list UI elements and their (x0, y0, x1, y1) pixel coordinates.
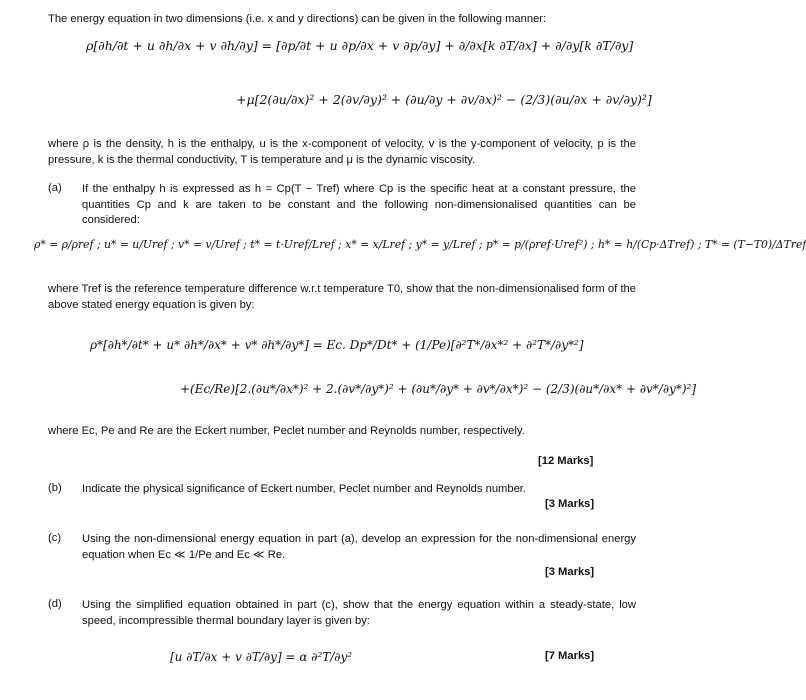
nondimensional-quantities: ρ* = ρ/ρref ; u* = u/Uref ; v* = v/Uref ; t* = t·Uref/Lref ; x* = x/Lref ; y* = y/Lref ; p* = p/(ρref·Uref²) ; h* = h/(Cp·ΔTref) ; T* = (T−T0)/ΔTref (34, 238, 806, 251)
part-b-label: (b) (48, 482, 62, 494)
part-a-reference-text: where Tref is the reference temperature difference w.r.t temperature T0, show that the non-dimensionalised form of the above stated energy equation is given by: (48, 283, 636, 311)
part-a-numbers-text: where Ec, Pe and Re are the Eckert number, Peclet number and Reynolds number, respectively. (48, 425, 525, 437)
part-a-text: If the enthalpy h is expressed as h = Cp(T − Tref) where Cp is the specific heat at a constant pressure, the quantities Cp and k are taken to be constant and the following non-dimensionalised quantities can be considered: (82, 183, 636, 226)
part-a-marks: [12 Marks] (538, 455, 594, 467)
energy-equation-line-2: +μ[2(∂u/∂x)² + 2(∂v/∂y)² + (∂u/∂y + ∂v/∂x)² − (2/3)(∂u/∂x + ∂v/∂y)²] (236, 92, 652, 107)
part-d-label: (d) (48, 598, 62, 610)
part-a-label: (a) (48, 182, 62, 194)
part-b-text: Indicate the physical significance of Eckert number, Peclet number and Reynolds number. (82, 483, 527, 495)
part-b-marks: [3 Marks] (545, 498, 595, 510)
part-c-marks: [3 Marks] (545, 566, 595, 578)
boundary-layer-equation: [u ∂T/∂x + v ∂T/∂y] = α ∂²T/∂y² (170, 650, 353, 664)
part-c-label: (c) (48, 532, 62, 544)
part-c-text: Using the non-dimensional energy equation in part (a), develop an expression for the non-dimensional energy equation when Ec ≪ 1/Pe and Ec ≪ Re. (82, 533, 636, 561)
intro-text: The energy equation in two dimensions (i.e. x and y directions) can be given in the following manner: (48, 13, 547, 25)
nondimensional-equation-line-1: ρ*[∂h*/∂t* + u* ∂h*/∂x* + v* ∂h*/∂y*] = Ec. Dp*/Dt* + (1/Pe)[∂²T*/∂x*² + ∂²T*/∂y*²] (90, 338, 584, 352)
variable-definitions: where ρ is the density, h is the enthalpy, u is the x-component of velocity, v is the y-component of velocity, p is the pressure, k is the thermal conductivity, T is temperature and μ is the dynamic viscosity. (48, 138, 636, 166)
nondimensional-equation-line-2: +(Ec/Re)[2.(∂u*/∂x*)² + 2.(∂v*/∂y*)² + (∂u*/∂y* + ∂v*/∂x*)² − (2/3)(∂u*/∂x* + ∂v*/∂y*)²] (180, 382, 697, 396)
part-d-marks: [7 Marks] (545, 650, 595, 662)
part-d-text: Using the simplified equation obtained in part (c), show that the energy equation within a steady-state, low speed, incompressible thermal boundary layer is given by: (82, 599, 636, 627)
energy-equation-line-1: ρ[∂h/∂t + u ∂h/∂x + v ∂h/∂y] = [∂p/∂t + u ∂p/∂x + v ∂p/∂y] + ∂/∂x[k ∂T/∂x] + ∂/∂y[k ∂T/∂y] (86, 38, 634, 53)
